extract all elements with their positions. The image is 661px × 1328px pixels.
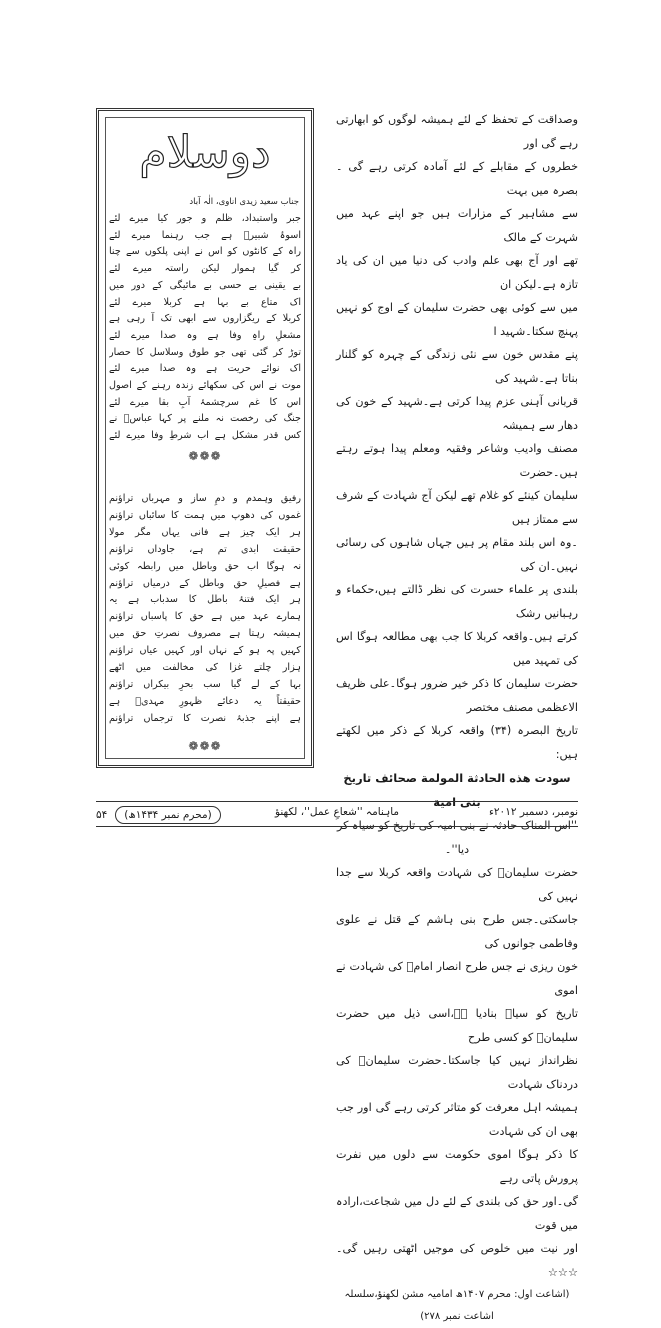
poem-verse: اسوۂ شبیرؑ ہے جب رہنما میرے لئے — [109, 229, 301, 241]
poem-verse: ہمارے عہد میں ہے حق کا پاسباں تراؤنم — [109, 611, 301, 623]
poem-verse: جبر واستبداد، ظلم و جور کیا میرے لئے — [109, 213, 301, 224]
poem-verse: موت نے اس کی سکھائے زندہ رہنے کے اصول — [109, 380, 301, 392]
article-line: اور نیت میں خلوص کی موجیں اٹھتی رہیں گی۔ ☆☆☆ — [336, 1242, 578, 1279]
quote-translation: ''اس المناک حادثہ نے بنی امیہ کی تاریخ کو سیاہ کر دیا''۔ — [337, 819, 577, 856]
article-line: گی۔اور حق کی بلندی کے لئے دل میں شجاعت،ارادہ میں قوت — [336, 1195, 578, 1232]
article-line: مصنف وادیب وشاعر وفقیہ ومعلم پیدا ہوتے رہتے ہیں۔حضرت — [336, 442, 578, 479]
poem-verse: کہیں پہ ہو کے نہاں اور کہیں عیاں تراؤنم — [109, 645, 301, 657]
publication-note: (اشاعت اول: محرم ۱۴۰۷ھ امامیہ مشن لکھنؤ،سلسلہ اشاعت نمبر ۲۷۸) — [344, 1289, 570, 1322]
poem-verse: ہزار چلتے غزا کی مخالفت میں اٹھے — [109, 662, 301, 674]
footer-date: نومبر، دسمبر ۲۰۱۲ء — [488, 806, 578, 818]
footer-magazine-name: ماہنامہ ''شعاعِ عمل''، لکھنؤ — [274, 806, 400, 818]
poem-verse: حقیقت ابدی تم ہے، جاوداں تراؤنم — [109, 543, 301, 555]
article-paragraph-1 — [336, 108, 578, 766]
poem-part-1 — [109, 211, 301, 445]
ornament-divider-2: ❁❁❁ — [188, 739, 222, 753]
article-text — [336, 108, 578, 1328]
article-line: جاسکتی۔جس طرح بنی ہاشم کے قتل نے علوی وفاطمی جوانوں کی — [336, 913, 578, 950]
poet-name: جناب سعید زیدی اناوی، الٰہ آباد — [189, 197, 299, 207]
poem-verse: مشعلِ راہِ وفا ہے وہ صدا میرے لئے — [109, 329, 301, 341]
article-line: میں سے کوئی بھی حضرت سلیمان کے اوج کو نہیں پہنچ سکتا۔شہید ا — [336, 301, 578, 338]
issue-label: (محرم نمبر ۱۴۳۴ھ) — [115, 806, 220, 824]
poem-verse: ہر ایک چیز ہے فانی یہاں مگر مولا — [109, 526, 301, 538]
poem-verse: حقیقتاً یہ دعائے ظہورِ مہدیؑ ہے — [109, 695, 301, 707]
article-line: سلیمان کینئے کو غلام تھے لیکن آج شہادت کے شرف سے ممتاز ہیں — [336, 489, 578, 526]
ornament-divider-1: ❁❁❁ — [188, 449, 222, 463]
poem-verse: راہ کے کانٹوں کو اس نے اپنی پلکوں سے چنا — [109, 246, 301, 258]
poem-verse: توڑ کر گئی تھی جو طوق وسلاسل کا حصار — [109, 346, 301, 358]
poem-verse: ہمیشہ رہتا ہے مصروف نصرتِ حق میں — [109, 628, 301, 640]
poem-verse: ہے اپنے جذبۂ نصرت کا ترجماں تراؤنم — [109, 712, 301, 724]
page-footer — [96, 806, 578, 824]
poem-verse: غموں کی دھوپ میں ہمت کا سائباں تراؤنم — [109, 509, 301, 521]
poem-box — [96, 108, 314, 768]
footer-top-rule — [96, 801, 578, 802]
article-line: تھے اور آج بھی علم وادب کی دنیا میں ان کی یاد تازہ ہے۔لیکن ان — [336, 254, 578, 291]
poem-verse: ہے فصیلِ حق وباطل کے درمیاں تراؤنم — [109, 577, 301, 589]
article-line: خون ریزی نے جس طرح انصار امامؑ کی شہادت نے اموی — [336, 960, 578, 997]
poem-verse: بہا کے لے گیا سب بحرِ بیکراں تراؤنم — [109, 678, 301, 690]
article-line: سے مشاہیر کے مزارات ہیں جو اپنے عہد میں شہرت کے مالک — [336, 207, 578, 244]
article-line: حضرت سلیمان کا ذکر خیر ضرور ہوگا۔علی ظریف الاعظمی مصنف مختصر — [336, 677, 578, 714]
arabic-quote-heading: سودت هذه الحادثة المولمة صحائف تاریخ بنی امیة — [343, 771, 571, 809]
article-line: نظرانداز نہیں کیا جاسکتا۔حضرت سلیمانؑ کی دردناک شہادت — [336, 1054, 578, 1091]
article-line: پنے مقدس خون سے نئی زندگی کے چہرہ کو گلنار بناتا ہے۔شہید کی — [336, 348, 578, 385]
poem-verse: اک متاع بے بہا ہے کربلا میرے لئے — [109, 296, 301, 308]
poem-verse: اک نوائے حریت ہے وہ صدا میرے لئے — [109, 363, 301, 375]
poem-verse: کربلا کے ریگزاروں سے ابھی تک آ رہی ہے — [109, 313, 301, 325]
article-line: تاریخ البصرہ (۳۴) واقعہ کربلا کے ذکر میں لکھتے ہیں: — [336, 724, 578, 761]
poem-verse: بے یقینی بے حسی بے مائیگی کے دور میں — [109, 279, 301, 291]
poem-verse: ہر ایک فتنۂ باطل کا سدباب ہے یہ — [109, 594, 301, 606]
poem-verse: رفیق وہمدم و دمِ ساز و مہرباں تراؤنم — [109, 493, 301, 504]
poem-title: دوسلام — [139, 127, 271, 178]
poem-verse: نہ ہوگا اب حق وباطل میں رابطہ کوئی — [109, 560, 301, 572]
article-line: خطروں کے مقابلے کے لئے آمادہ کرتی رہے گی ۔ بصرہ میں بہت — [336, 160, 578, 197]
footer-bottom-rule — [96, 826, 578, 827]
article-line: کرتے ہیں۔واقعہ کربلا کا جب بھی مطالعہ ہوگا اس کی تمہید میں — [336, 630, 578, 667]
article-line: وصداقت کے تحفظ کے لئے ہمیشہ لوگوں کو ابھارتی رہے گی اور — [336, 113, 578, 150]
poem-verse: کس قدر مشکل ہے اب شرطِ وفا میرے لئے — [109, 430, 301, 442]
article-line: حضرت سلیمانؑ کی شہادت واقعہ کربلا سے جدا نہیں کی — [336, 866, 578, 903]
article-line: ۔وہ اس بلند مقام پر ہیں جہاں شاہوں کی رسائی نہیں۔ان کی — [336, 536, 578, 573]
poem-part-2 — [109, 491, 301, 728]
article-line: کا ذکر ہوگا اموی حکومت سے دلوں میں نفرت پرورش پاتی رہے — [336, 1148, 578, 1185]
article-line: قربانی آہنی عزم پیدا کرتی ہے۔شہید کے خون کی دھار سے ہمیشہ — [336, 395, 578, 432]
article-line: بلندی پر علماء حسرت کی نظر ڈالتے ہیں،حکماء و رہبانیں رشک — [336, 583, 578, 620]
page-number: ۵۴ — [96, 809, 108, 821]
footer-left-group — [96, 806, 221, 824]
poem-verse: کر گیا ہموار لیکن راستہ میرے لئے — [109, 263, 301, 275]
poem-verse: اس کا غم سرچشمۂ آبِ بقا میرے لئے — [109, 396, 301, 408]
article-paragraph-2 — [336, 861, 578, 1284]
article-line: تاریخ کو سیاہ بنادیا ہے،اسی ذیل میں حضرت سلیمانؑ کو کسی طرح — [336, 1007, 578, 1044]
poem-verse: جنگ کی رخصت نہ ملنے پر کہا عباسؑ نے — [109, 413, 301, 425]
article-line: ہمیشہ اہل معرفت کو متاثر کرتی رہے گی اور جب بھی ان کی شہادت — [336, 1101, 578, 1138]
